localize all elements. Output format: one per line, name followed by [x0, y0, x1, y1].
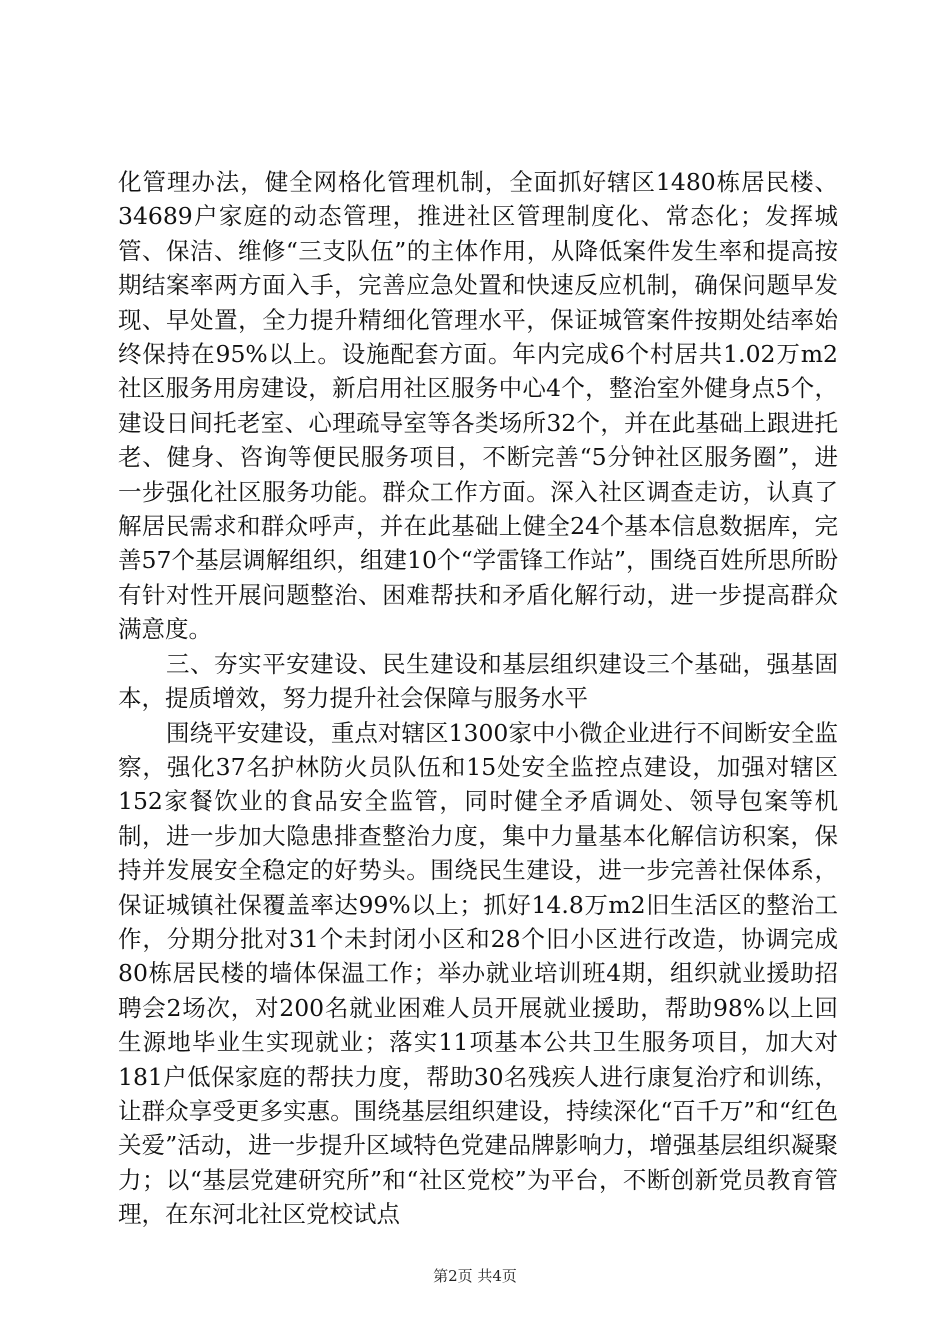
page-number-footer: 第2页 共4页: [433, 1267, 517, 1285]
paragraph-community-management: 化管理办法，健全网格化管理机制，全面抓好辖区1480栋居民楼、34689户家庭的动态管理，推进社区管理制度化、常态化；发挥城管、保洁、维修“三支队伍”的主体作用，从降低案件发生率和提高按期结案率两方面入手，完善应急处置和快速反应机制，确保问题早发现、早处置，全力提升精细化管理水平，保证城管案件按期处结率始终保持在95%以上。设施配套方面。年内完成6个村居共1.02万m2社区服务用房建设，新启用社区服务中心4个，整治室外健身点5个，建设日间托老室、心理疏导室等各类场所32个，并在此基础上跟进托老、健身、咨询等便民服务项目，不断完善“5分钟社区服务圈”，进一步强化社区服务功能。群众工作方面。深入社区调查走访，认真了解居民需求和群众呼声，并在此基础上健全24个基本信息数据库，完善57个基层调解组织，组建10个“学雷锋工作站”，围绕百姓所思所盼有针对性开展问题整治、困难帮扶和矛盾化解行动，进一步提高群众满意度。: [118, 168, 838, 644]
paragraph-safety-livelihood: 围绕平安建设，重点对辖区1300家中小微企业进行不间断安全监察，强化37名护林防火员队伍和15处安全监控点建设，加强对辖区152家餐饮业的食品安全监管，同时健全矛盾调处、领导包案等机制，进一步加大隐患排查整治力度，集中力量基本化解信访积案，保持并发展安全稳定的好势头。围绕民生建设，进一步完善社保体系，保证城镇社保覆盖率达99%以上；抓好14.8万m2旧生活区的整治工作，分期分批对31个未封闭小区和28个旧小区进行改造，协调完成80栋居民楼的墙体保温工作；举办就业培训班4期，组织就业援助招聘会2场次，对200名就业困难人员开展就业援助，帮助98%以上回生源地毕业生实现就业；落实11项基本公共卫生服务项目，加大对181户低保家庭的帮扶力度，帮助30名残疾人进行康复治疗和训练，让群众享受更多实惠。围绕基层组织建设，持续深化“百千万”和“红色关爱”活动，进一步提升区域特色党建品牌影响力，增强基层组织凝聚力；以“基层党建研究所”和“社区党校”为平台，不断创新党员教育管理，在东河北社区党校试点: [118, 718, 838, 1229]
section-heading-three: 三、夯实平安建设、民生建设和基层组织建设三个基础，强基固本，提质增效，努力提升社会保障与服务水平: [118, 649, 838, 713]
document-body: [118, 165, 838, 1232]
